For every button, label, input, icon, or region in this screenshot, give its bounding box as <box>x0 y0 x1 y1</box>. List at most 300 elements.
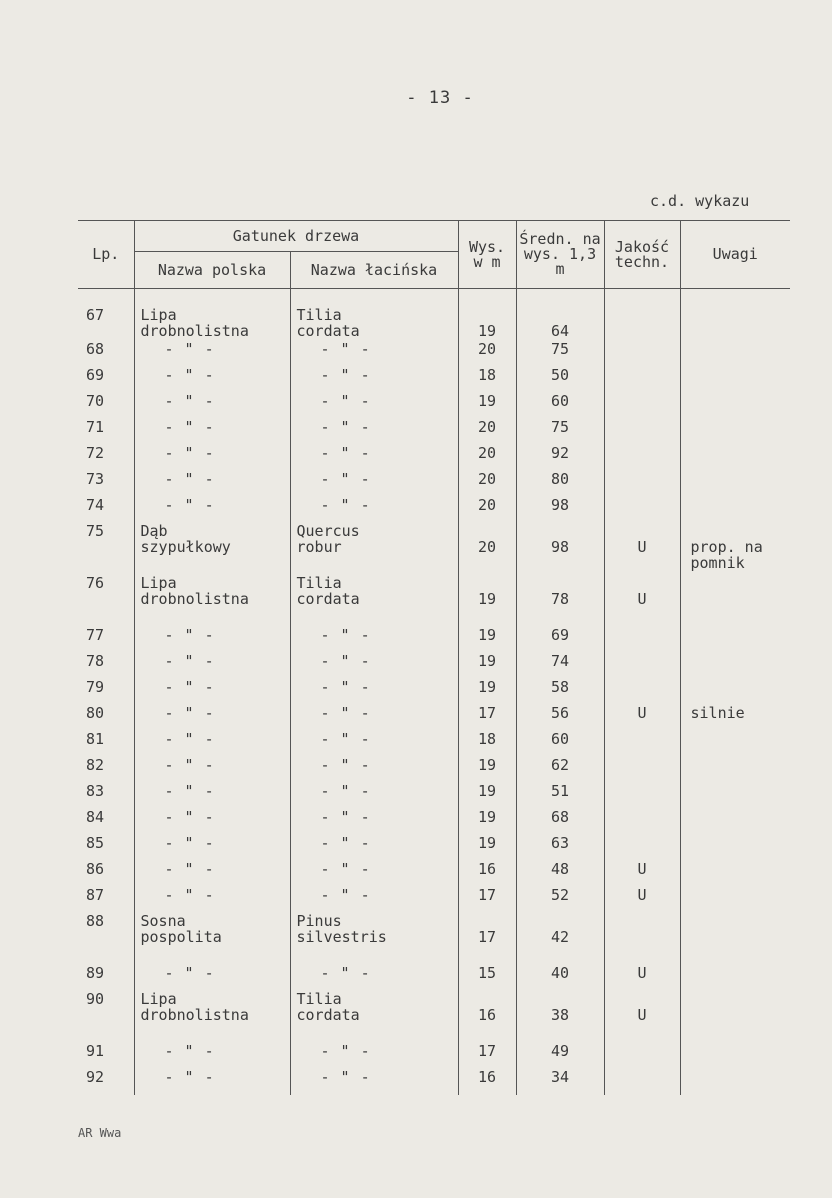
height-cell <box>458 757 516 783</box>
polish-name-cell <box>134 965 290 991</box>
header-height: Wys. w m <box>458 221 516 289</box>
height-value: 20 <box>477 417 497 436</box>
latin-name-line: - " - <box>320 469 371 488</box>
table-row <box>78 367 790 393</box>
polish-name-line: - " - <box>164 469 215 488</box>
latin-name-cell <box>290 289 458 341</box>
polish-name-line: Dąb <box>140 521 168 540</box>
latin-name-cell <box>290 1043 458 1069</box>
table-row <box>78 419 790 445</box>
polish-name-line: szypułkowy <box>140 537 231 556</box>
polish-name-line: - " - <box>164 781 215 800</box>
remarks-cell <box>680 289 790 341</box>
height-cell <box>458 393 516 419</box>
row-number: 83 <box>86 781 105 800</box>
remarks-cell <box>680 679 790 705</box>
latin-name-line: - " - <box>320 963 371 982</box>
diameter-cell <box>516 419 604 445</box>
latin-name-cell <box>290 913 458 965</box>
height-cell <box>458 445 516 471</box>
latin-name-cell <box>290 783 458 809</box>
polish-name-cell <box>134 991 290 1043</box>
polish-name-line: drobnolistna <box>140 589 249 608</box>
height-value: 16 <box>477 1005 497 1024</box>
diameter-value: 63 <box>550 833 570 852</box>
latin-name-line: silvestris <box>296 927 387 946</box>
table-body <box>78 289 790 1095</box>
latin-name-cell <box>290 991 458 1043</box>
latin-name-line: - " - <box>320 729 371 748</box>
diameter-value: 58 <box>550 677 570 696</box>
polish-name-cell <box>134 419 290 445</box>
remarks-cell <box>680 809 790 835</box>
polish-name-cell <box>134 653 290 679</box>
remarks-cell <box>680 731 790 757</box>
quality-cell <box>604 991 680 1043</box>
height-cell <box>458 861 516 887</box>
table-row <box>78 783 790 809</box>
row-number: 74 <box>86 495 105 514</box>
diameter-cell <box>516 653 604 679</box>
latin-name-line: Tilia <box>296 989 342 1008</box>
quality-cell <box>604 627 680 653</box>
table-row <box>78 471 790 497</box>
remarks-cell <box>680 575 790 627</box>
latin-name-line: - " - <box>320 339 371 358</box>
latin-name-line: - " - <box>320 391 371 410</box>
polish-name-cell <box>134 731 290 757</box>
table-row <box>78 523 790 575</box>
table-row <box>78 393 790 419</box>
quality-value: U <box>637 537 647 556</box>
diameter-value: 50 <box>550 365 570 384</box>
tree-register-table <box>78 220 790 1095</box>
row-number: 72 <box>86 443 105 462</box>
diameter-value: 60 <box>550 391 570 410</box>
quality-cell <box>604 471 680 497</box>
row-number: 82 <box>86 755 105 774</box>
latin-name-cell <box>290 445 458 471</box>
diameter-cell <box>516 887 604 913</box>
table-row <box>78 809 790 835</box>
row-number: 87 <box>86 885 105 904</box>
quality-cell <box>604 731 680 757</box>
polish-name-line: pospolita <box>140 927 222 946</box>
height-cell <box>458 367 516 393</box>
height-value: 16 <box>477 1067 497 1086</box>
quality-value: U <box>637 963 647 982</box>
diameter-cell <box>516 991 604 1043</box>
row-number: 76 <box>86 573 105 592</box>
height-cell <box>458 653 516 679</box>
quality-cell <box>604 887 680 913</box>
remarks-line: prop. na <box>690 537 763 556</box>
latin-name-line: - " - <box>320 417 371 436</box>
row-number: 81 <box>86 729 105 748</box>
latin-name-line: - " - <box>320 651 371 670</box>
quality-cell <box>604 835 680 861</box>
latin-name-line: Tilia <box>296 573 342 592</box>
polish-name-cell <box>134 289 290 341</box>
table-row <box>78 731 790 757</box>
quality-cell <box>604 445 680 471</box>
remarks-cell <box>680 471 790 497</box>
remarks-cell <box>680 913 790 965</box>
polish-name-cell <box>134 705 290 731</box>
polish-name-line: - " - <box>164 365 215 384</box>
row-number: 84 <box>86 807 105 826</box>
polish-name-cell <box>134 523 290 575</box>
polish-name-cell <box>134 367 290 393</box>
latin-name-cell <box>290 367 458 393</box>
polish-name-line: - " - <box>164 703 215 722</box>
quality-value: U <box>637 589 647 608</box>
latin-name-line: - " - <box>320 443 371 462</box>
height-value: 17 <box>477 1041 497 1060</box>
latin-name-line: - " - <box>320 365 371 384</box>
latin-name-cell <box>290 679 458 705</box>
diameter-cell <box>516 1069 604 1095</box>
table-row <box>78 965 790 991</box>
latin-name-cell <box>290 731 458 757</box>
diameter-cell <box>516 783 604 809</box>
latin-name-line: - " - <box>320 677 371 696</box>
row-number: 68 <box>86 339 105 358</box>
height-value: 20 <box>477 339 497 358</box>
latin-name-cell <box>290 523 458 575</box>
height-cell <box>458 783 516 809</box>
polish-name-line: - " - <box>164 677 215 696</box>
height-cell <box>458 471 516 497</box>
height-value: 19 <box>477 589 497 608</box>
latin-name-line: - " - <box>320 1041 371 1060</box>
height-cell <box>458 991 516 1043</box>
table-row <box>78 887 790 913</box>
height-value: 17 <box>477 885 497 904</box>
latin-name-cell <box>290 627 458 653</box>
height-value: 19 <box>477 833 497 852</box>
diameter-cell <box>516 289 604 341</box>
polish-name-line: - " - <box>164 625 215 644</box>
height-cell <box>458 809 516 835</box>
table-row <box>78 1043 790 1069</box>
polish-name-line: drobnolistna <box>140 1005 249 1024</box>
diameter-value: 75 <box>550 417 570 436</box>
quality-value: U <box>637 859 647 878</box>
diameter-value: 92 <box>550 443 570 462</box>
latin-name-line: - " - <box>320 807 371 826</box>
remarks-cell <box>680 627 790 653</box>
height-cell <box>458 1043 516 1069</box>
polish-name-cell <box>134 809 290 835</box>
polish-name-cell <box>134 445 290 471</box>
quality-cell <box>604 341 680 367</box>
latin-name-cell <box>290 965 458 991</box>
polish-name-cell <box>134 887 290 913</box>
remarks-line: silnie <box>690 703 745 722</box>
quality-cell <box>604 861 680 887</box>
polish-name-line: - " - <box>164 755 215 774</box>
quality-cell <box>604 1043 680 1069</box>
latin-name-cell <box>290 393 458 419</box>
remarks-cell <box>680 445 790 471</box>
diameter-value: 64 <box>550 322 570 340</box>
polish-name-cell <box>134 627 290 653</box>
remarks-cell <box>680 887 790 913</box>
polish-name-line: - " - <box>164 963 215 982</box>
quality-cell <box>604 783 680 809</box>
row-number: 88 <box>86 911 105 930</box>
quality-cell <box>604 367 680 393</box>
height-value: 20 <box>477 537 497 556</box>
remarks-cell <box>680 965 790 991</box>
latin-name-line: cordata <box>296 322 360 340</box>
quality-cell <box>604 419 680 445</box>
quality-cell <box>604 757 680 783</box>
polish-name-line: Lipa <box>140 573 177 592</box>
polish-name-line: - " - <box>164 807 215 826</box>
diameter-cell <box>516 835 604 861</box>
diameter-value: 98 <box>550 537 570 556</box>
diameter-cell <box>516 445 604 471</box>
polish-name-cell <box>134 341 290 367</box>
latin-name-cell <box>290 757 458 783</box>
quality-cell <box>604 679 680 705</box>
diameter-value: 48 <box>550 859 570 878</box>
height-value: 19 <box>477 807 497 826</box>
remarks-text <box>691 991 791 1007</box>
polish-name-cell <box>134 757 290 783</box>
height-cell <box>458 731 516 757</box>
remarks-text <box>691 913 791 929</box>
polish-name-cell <box>134 835 290 861</box>
remarks-cell <box>680 419 790 445</box>
latin-name-line: - " - <box>320 885 371 904</box>
height-cell <box>458 575 516 627</box>
height-cell <box>458 887 516 913</box>
table-row <box>78 497 790 523</box>
latin-name-line: robur <box>296 537 342 556</box>
remarks-cell <box>680 341 790 367</box>
polish-name-line: - " - <box>164 1041 215 1060</box>
latin-name-line: Quercus <box>296 521 360 540</box>
height-cell <box>458 289 516 341</box>
row-number: 67 <box>86 306 105 324</box>
table-row <box>78 757 790 783</box>
latin-name-cell <box>290 1069 458 1095</box>
quality-cell <box>604 1069 680 1095</box>
header-quality: Jakość techn. <box>604 221 680 289</box>
polish-name-line: - " - <box>164 833 215 852</box>
diameter-value: 78 <box>550 589 570 608</box>
table-row <box>78 913 790 965</box>
quality-value: U <box>637 703 647 722</box>
polish-name-line: - " - <box>164 339 215 358</box>
height-value: 19 <box>477 677 497 696</box>
row-number: 75 <box>86 521 105 540</box>
row-number: 86 <box>86 859 105 878</box>
page-number: - 13 - <box>406 88 474 108</box>
table-header <box>78 221 790 289</box>
height-value: 19 <box>477 625 497 644</box>
remarks-text <box>691 523 791 571</box>
row-number: 73 <box>86 469 105 488</box>
diameter-value: 49 <box>550 1041 570 1060</box>
diameter-value: 68 <box>550 807 570 826</box>
table-row <box>78 575 790 627</box>
row-number: 89 <box>86 963 105 982</box>
height-cell <box>458 705 516 731</box>
diameter-cell <box>516 965 604 991</box>
quality-value: U <box>637 1005 647 1024</box>
diameter-value: 74 <box>550 651 570 670</box>
height-cell <box>458 341 516 367</box>
latin-name-cell <box>290 835 458 861</box>
table-row <box>78 341 790 367</box>
diameter-value: 80 <box>550 469 570 488</box>
polish-name-line: - " - <box>164 443 215 462</box>
height-value: 20 <box>477 469 497 488</box>
table-row <box>78 1069 790 1095</box>
height-value: 15 <box>477 963 497 982</box>
quality-cell <box>604 289 680 341</box>
diameter-value: 51 <box>550 781 570 800</box>
table-row <box>78 289 790 341</box>
remarks-line: pomnik <box>690 553 745 572</box>
polish-name-cell <box>134 1043 290 1069</box>
header-lp: Lp. <box>78 221 134 289</box>
latin-name-line: cordata <box>296 589 360 608</box>
latin-name-line: Pinus <box>296 911 342 930</box>
row-number: 85 <box>86 833 105 852</box>
latin-name-line: - " - <box>320 703 371 722</box>
row-number: 71 <box>86 417 105 436</box>
latin-name-cell <box>290 575 458 627</box>
latin-name-cell <box>290 705 458 731</box>
diameter-value: 98 <box>550 495 570 514</box>
remarks-cell <box>680 705 790 731</box>
height-value: 18 <box>477 729 497 748</box>
polish-name-cell <box>134 1069 290 1095</box>
row-number: 80 <box>86 703 105 722</box>
footer-stamp: AR Wwa <box>78 1126 122 1140</box>
diameter-value: 75 <box>550 339 570 358</box>
quality-cell <box>604 965 680 991</box>
diameter-value: 56 <box>550 703 570 722</box>
table-row <box>78 861 790 887</box>
latin-name-line: - " - <box>320 859 371 878</box>
latin-name-cell <box>290 341 458 367</box>
table-row <box>78 679 790 705</box>
row-number: 70 <box>86 391 105 410</box>
height-value: 20 <box>477 443 497 462</box>
row-number: 77 <box>86 625 105 644</box>
latin-name-line: Tilia <box>296 306 342 324</box>
quality-cell <box>604 523 680 575</box>
height-value: 18 <box>477 365 497 384</box>
polish-name-line: - " - <box>164 1067 215 1086</box>
diameter-value: 34 <box>550 1067 570 1086</box>
remarks-cell <box>680 1069 790 1095</box>
polish-name-cell <box>134 783 290 809</box>
row-number: 92 <box>86 1067 105 1086</box>
latin-name-line: - " - <box>320 833 371 852</box>
polish-name-line: - " - <box>164 391 215 410</box>
height-cell <box>458 627 516 653</box>
polish-name-line: - " - <box>164 651 215 670</box>
latin-name-line: - " - <box>320 755 371 774</box>
latin-name-cell <box>290 471 458 497</box>
diameter-cell <box>516 497 604 523</box>
remarks-text <box>691 575 791 591</box>
height-value: 20 <box>477 495 497 514</box>
header-diameter: Średn. na wys. 1,3 m <box>516 221 604 289</box>
diameter-value: 42 <box>550 927 570 946</box>
diameter-value: 52 <box>550 885 570 904</box>
diameter-cell <box>516 471 604 497</box>
polish-name-line: Sosna <box>140 911 186 930</box>
diameter-value: 38 <box>550 1005 570 1024</box>
table-row <box>78 705 790 731</box>
latin-name-cell <box>290 809 458 835</box>
polish-name-line: - " - <box>164 495 215 514</box>
latin-name-cell <box>290 497 458 523</box>
height-value: 19 <box>477 391 497 410</box>
polish-name-line: Lipa <box>140 989 177 1008</box>
remarks-cell <box>680 991 790 1043</box>
table-row <box>78 653 790 679</box>
remarks-cell <box>680 1043 790 1069</box>
diameter-value: 60 <box>550 729 570 748</box>
header-name-polish: Nazwa polska <box>134 252 290 289</box>
row-number: 79 <box>86 677 105 696</box>
polish-name-cell <box>134 471 290 497</box>
diameter-cell <box>516 367 604 393</box>
table-row <box>78 835 790 861</box>
row-number: 90 <box>86 989 105 1008</box>
quality-cell <box>604 705 680 731</box>
latin-name-cell <box>290 861 458 887</box>
quality-cell <box>604 393 680 419</box>
latin-name-cell <box>290 653 458 679</box>
height-value: 19 <box>477 322 497 340</box>
diameter-cell <box>516 575 604 627</box>
polish-name-line: - " - <box>164 417 215 436</box>
polish-name-cell <box>134 861 290 887</box>
remarks-text <box>691 307 791 323</box>
table-row <box>78 991 790 1043</box>
height-cell <box>458 1069 516 1095</box>
latin-name-cell <box>290 887 458 913</box>
diameter-value: 69 <box>550 625 570 644</box>
diameter-cell <box>516 705 604 731</box>
latin-name-line: - " - <box>320 1067 371 1086</box>
remarks-cell <box>680 393 790 419</box>
polish-name-cell <box>134 679 290 705</box>
polish-name-cell <box>134 913 290 965</box>
remarks-cell <box>680 835 790 861</box>
continuation-label: c.d. wykazu <box>650 192 750 210</box>
quality-cell <box>604 809 680 835</box>
diameter-cell <box>516 627 604 653</box>
polish-name-line: Lipa <box>140 306 177 324</box>
height-cell <box>458 419 516 445</box>
height-cell <box>458 965 516 991</box>
diameter-cell <box>516 757 604 783</box>
diameter-cell <box>516 679 604 705</box>
polish-name-line: - " - <box>164 729 215 748</box>
table-row <box>78 445 790 471</box>
